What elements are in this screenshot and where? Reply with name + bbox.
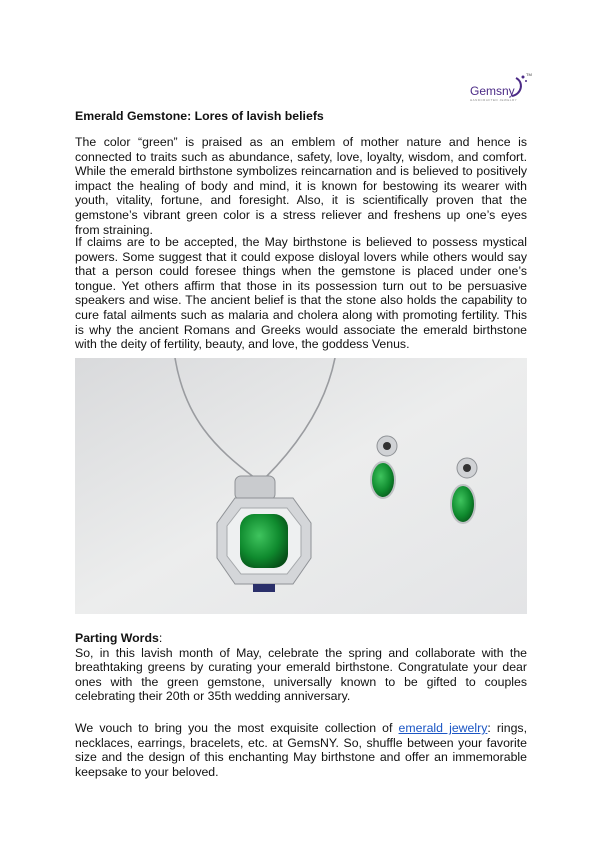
- emerald-jewelry-photo: [75, 358, 527, 614]
- paragraph-2: If claims are to be accepted, the May birthstone is believed to possess mystical powers. Some suggest that it could expose disloyal lovers while others would say that a person could foresee things when the gemstone is placed under one’s tongue. Yet others affirm that those in its possession turn out to be persuasive speakers and wise. The ancient belief is that the stone also holds the capability to cure fatal ailments such as malaria and cholera along with promoting fertility. This is why the ancient Romans and Greeks would associate the emerald birthstone with the deity of fertility, beauty, and love, the goddess Venus.: [75, 235, 527, 352]
- logo-tm: TM: [526, 72, 532, 77]
- parting-words-section: [75, 631, 527, 704]
- paragraph-4: [75, 721, 527, 779]
- parting-words-heading: Parting Words: [75, 631, 159, 645]
- section-title: Emerald Gemstone: Lores of lavish beliefs: [75, 109, 324, 123]
- logo-tagline: HANDCRAFTED JEWELRY: [470, 98, 518, 102]
- paragraph-1: The color “green” is praised as an emblem of mother nature and hence is connected to traits such as abundance, safety, love, loyalty, wisdom, and comfort. While the emerald birthstone symbolizes reincarnation and is believed to positively impact the healing of body and mind, it is known for bestowing its wearer with youth, vitality, fortune, and foresight. Also, it is scientifically proven that the gemstone’s vibrant green color is a stress reliever and freshens up one’s eyes from straining.: [75, 135, 527, 237]
- gemsny-logo: [466, 72, 536, 106]
- paragraph-4-start: We vouch to bring you the most exquisite collection of: [75, 721, 399, 735]
- logo-text: Gemsny: [470, 84, 515, 98]
- paragraph-3: So, in this lavish month of May, celebrate the spring and collaborate with the breathtaking greens by curating your emerald birthstone. Congratulate your dear ones with the green gemstone, universally known to be gifted to couples celebrating their 20th or 35th wedding anniversary.: [75, 645, 527, 704]
- logo-swirl-icon: [508, 74, 528, 100]
- heading-colon: :: [158, 631, 163, 645]
- paragraph-4-end: : rings, necklaces, earrings, bracelets, etc. at GemsNY. So, shuffle between your favorite size and the design of this enchanting May birthstone and offer an immemorable keepsake to your beloved.: [75, 721, 527, 779]
- emerald-jewelry-link[interactable]: emerald jewelry: [398, 721, 488, 735]
